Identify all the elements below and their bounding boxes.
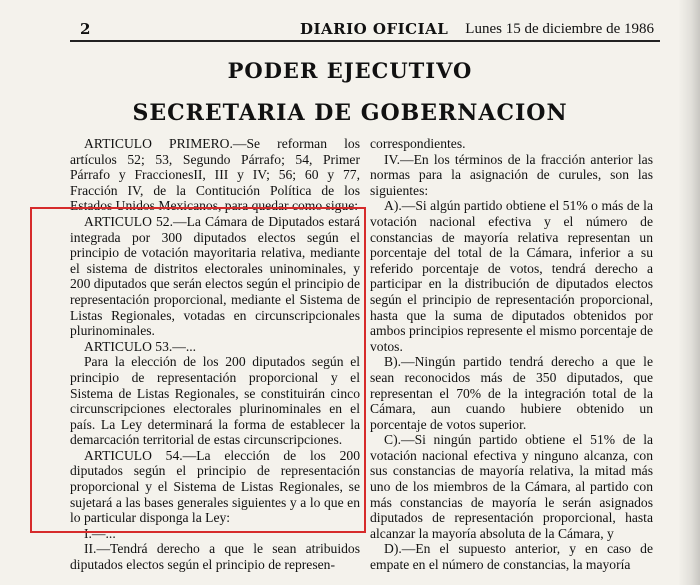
article-primero-paragraph: ARTICULO PRIMERO.—Se reforman los artículos 52; 53, Segundo Párrafo; 54, Primer Párrafo y FraccionesII, III y IV; 56; 60 y 77, Fracción IV, de la Contitución Política de los Estados Unidos Mexicanos, para quedar como sigue: — [70, 136, 360, 214]
page-number: 2 — [80, 20, 91, 38]
fraction-i: I.—... — [84, 525, 116, 541]
publication-name: DIARIO OFICIAL — [300, 20, 449, 38]
inciso-d: D).—En el supuesto anterior, y en caso de empate en el número de constancias, la mayoría — [370, 541, 653, 573]
page-header — [70, 18, 660, 42]
article-52-paragraph: ARTICULO 52.—La Cámara de Diputados estará integrada por 300 diputados electos según el principio de votación mayoritaria relativa, mediante el sistema de distritos electorales uninominales, y 200 diputados que serán electos según el principio de representación proporcional, mediante el Sistema de Listas Regionales, votadas en circunscripcionales plurinominales. — [70, 213, 360, 339]
department-title: SECRETARIA DE GOBERNACION — [132, 100, 568, 126]
left-column — [70, 136, 360, 585]
fraction-iv: IV.—En los términos de la fracción anterior las normas para la asignación de curules, son las siguientes: — [370, 151, 653, 198]
right-column — [370, 136, 653, 585]
continuation-text: correspondientes. — [370, 136, 466, 151]
section-title: PODER EJECUTIVO — [227, 58, 473, 83]
fraction-ii: II.—Tendrá derecho a que le sean atribuidos diputados electos según el principio de represen- — [70, 541, 360, 573]
inciso-b: B).—Ningún partido tendrá derecho a que le sean reconocidos más de 350 diputados, que representan el 70% de la integración total de la Cámara, aun cuando hubiere obtenido un porcentaje de votos superior. — [370, 354, 653, 432]
inciso-a: A).—Si algún partido obtiene el 51% o más de la votación nacional efectiva y el número de constancias de mayoría relativa representan un porcentaje del total de la Cámara, inferior a su referido porcentaje de votos, tendrá derecho a participar en la distribución de diputados electos según el principio de representación proporcional, hasta que la suma de diputados obtenidos por ambos principios represente el mismo porcentaje de votos. — [370, 198, 653, 354]
article-53-heading: ARTICULO 53.—... — [84, 338, 197, 354]
page-edge-shadow — [678, 0, 700, 585]
article-53-paragraph: Para la elección de los 200 diputados según el principio de representación proporcional y el Sistema de Listas Regionales, se constituirán cinco circunscripciones electorales plurinominales en el país. La Ley determinará la forma de establecer la demarcación territorial de estas circunscripciones. — [70, 354, 360, 448]
article-54-paragraph: ARTICULO 54.—La elección de los 200 diputados según el principio de representación proporcional y el Sistema de Listas Regionales, se sujetará a las bases generales siguientes y a lo que en lo particular disponga la Ley: — [70, 447, 360, 526]
publication-date: Lunes 15 de diciembre de 1986 — [465, 21, 654, 37]
inciso-c: C).—Si ningún partido obtiene el 51% de la votación nacional efectiva y ninguno alcanza, con sus constancias de mayoría relativa, la mitad más uno de los miembros de la Cámara, al partido con más constancias de mayoría le serán asignados diputados de representación proporcional, hasta alcanzar la mayoría absoluta de la Cámara, y — [370, 432, 653, 541]
